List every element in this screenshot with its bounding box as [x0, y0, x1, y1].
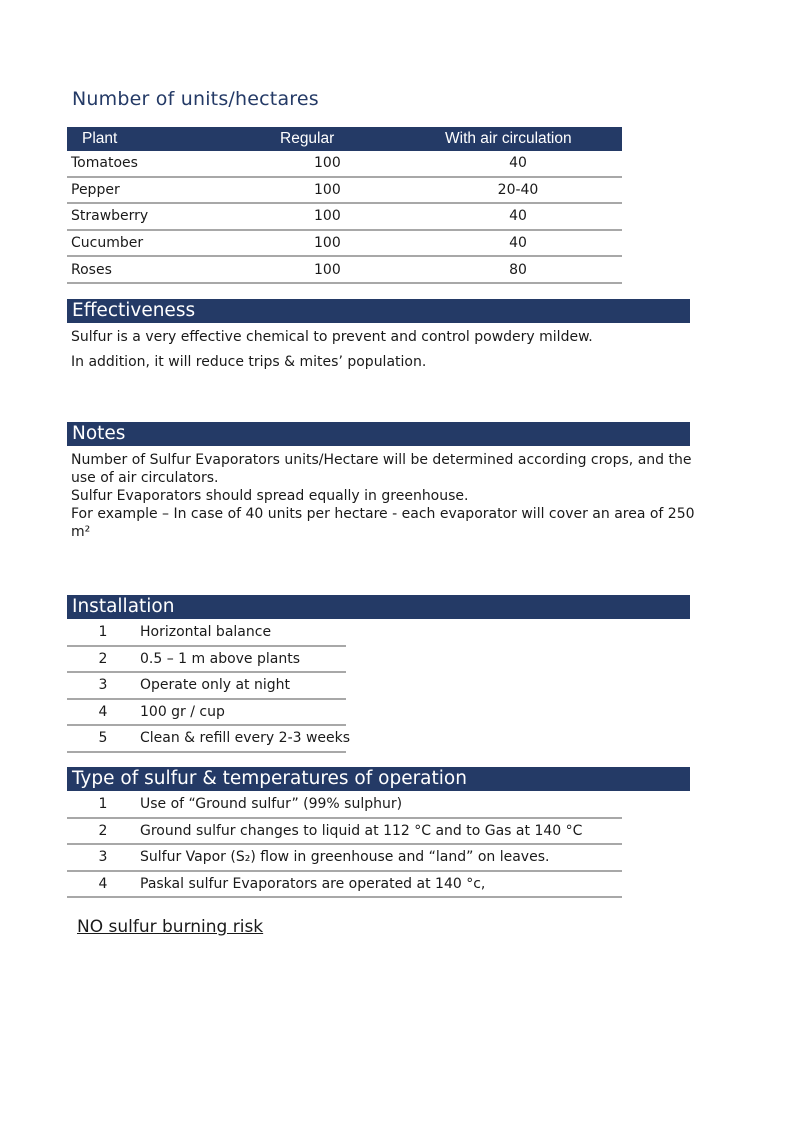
page-title: Number of units/hectares [72, 88, 319, 110]
cell-regular: 100 [314, 261, 341, 278]
cell-air: 40 [509, 208, 527, 225]
cell-air: 80 [509, 261, 527, 278]
notes-line: Sulfur Evaporators should spread equally in greenhouse. [71, 488, 469, 504]
cell-plant: Cucumber [71, 235, 144, 252]
header-plant: Plant [82, 130, 118, 147]
item-number: 2 [98, 822, 108, 839]
list-item [67, 872, 622, 899]
units-table [67, 127, 622, 284]
notes-line: For example – In case of 40 units per hectare - each evaporator will cover an area of 250 m² [71, 506, 695, 540]
table-row [67, 231, 622, 258]
cell-plant: Tomatoes [71, 155, 138, 172]
table-row [67, 178, 622, 205]
cell-air: 40 [509, 155, 527, 172]
cell-regular: 100 [314, 208, 341, 225]
header-air-circulation: With air circulation [445, 130, 572, 147]
notes-heading: Notes [67, 422, 690, 446]
cell-air: 20-40 [497, 181, 539, 198]
item-text: 100 gr / cup [140, 703, 225, 720]
cell-regular: 100 [314, 181, 341, 198]
effectiveness-line: Sulfur is a very effective chemical to prevent and control powdery mildew. [71, 329, 593, 345]
table-header [67, 127, 622, 151]
cell-plant: Pepper [71, 181, 120, 198]
item-number: 2 [98, 650, 108, 667]
item-text: Ground sulfur changes to liquid at 112 °C and to Gas at 140 °C [140, 822, 583, 839]
notes-line: Number of Sulfur Evaporators units/Hectare will be determined according crops, and the use of air circulators. [71, 452, 692, 486]
effectiveness-heading: Effectiveness [67, 299, 690, 323]
list-item [67, 726, 351, 753]
installation-heading: Installation [67, 595, 690, 619]
item-number: 1 [98, 796, 108, 813]
cell-regular: 100 [314, 155, 341, 172]
table-row [67, 257, 622, 284]
risk-note: NO sulfur burning risk [77, 917, 264, 937]
list-item [67, 647, 346, 674]
sulfur-types-heading: Type of sulfur & temperatures of operation [67, 767, 690, 791]
item-text: 0.5 – 1 m above plants [140, 650, 301, 667]
cell-air: 40 [509, 235, 527, 252]
item-number: 3 [98, 677, 108, 694]
item-text: Paskal sulfur Evaporators are operated at 140 °c, [140, 875, 486, 892]
item-number: 4 [98, 875, 108, 892]
item-number: 1 [98, 624, 108, 641]
list-item [67, 845, 622, 872]
cell-regular: 100 [314, 235, 341, 252]
item-text: Use of “Ground sulfur” (99% sulphur) [140, 796, 403, 813]
effectiveness-line: In addition, it will reduce trips & mites’ population. [71, 354, 427, 370]
cell-plant: Strawberry [71, 208, 149, 225]
cell-plant: Roses [71, 261, 112, 278]
item-number: 4 [98, 703, 108, 720]
item-number: 5 [98, 730, 108, 747]
list-item [67, 620, 346, 647]
item-text: Horizontal balance [140, 624, 272, 641]
table-row [67, 204, 622, 231]
list-item [67, 792, 622, 819]
list-item [67, 819, 622, 846]
table-row [67, 151, 622, 178]
sulfur-types-list [67, 792, 622, 898]
item-text: Operate only at night [140, 677, 291, 694]
list-item [67, 700, 346, 727]
header-regular: Regular [280, 130, 335, 147]
item-text: Sulfur Vapor (S₂) flow in greenhouse and “land” on leaves. [140, 849, 550, 866]
list-item [67, 673, 346, 700]
installation-list [67, 620, 351, 753]
item-number: 3 [98, 849, 108, 866]
item-text: Clean & refill every 2-3 weeks [140, 730, 351, 747]
